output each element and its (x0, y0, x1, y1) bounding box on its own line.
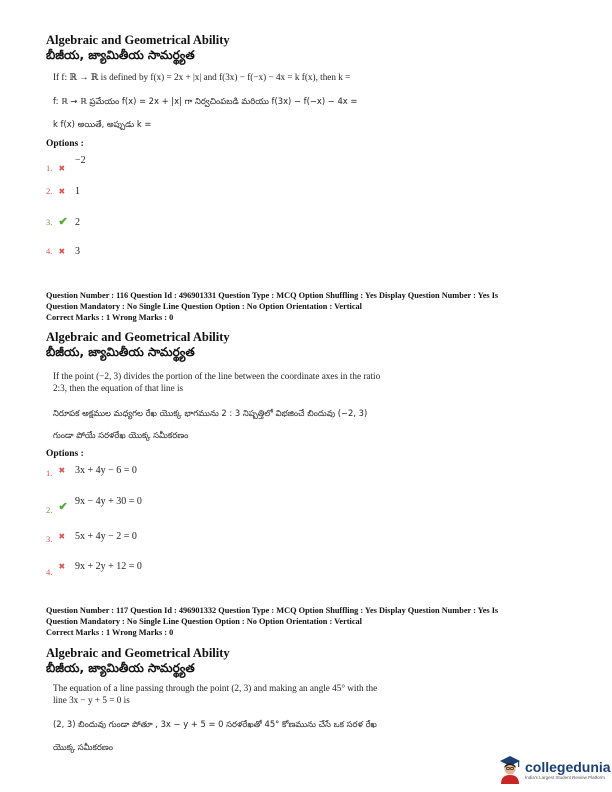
option-number: 1. (46, 163, 53, 173)
option-4[interactable] (46, 561, 142, 577)
option-4[interactable] (46, 246, 80, 257)
option-text: 1 (75, 186, 80, 197)
option-text: 9x − 4y + 30 = 0 (75, 496, 142, 507)
option-1[interactable] (46, 155, 86, 173)
collegedunia-logo (497, 754, 611, 784)
question-text: If f: ℝ → ℝ is defined by f(x) = 2x + |x| and f(3x) − f(−x) − 4x = k f(x), then k = (53, 72, 351, 82)
option-text: 3 (75, 246, 80, 257)
question-meta: Question Mandatory : No Single Line Question Option : No Option Orientation : Vertical (46, 302, 362, 311)
section-title-te: బీజీయ, జ్యామితీయ సామర్థ్యత (46, 345, 195, 359)
cross-icon: ✖ (58, 164, 66, 173)
option-text: 9x + 2y + 12 = 0 (75, 561, 142, 572)
section-title-te: బీజీయ, జ్యామితీయ సామర్థ్యత (46, 661, 195, 675)
question-marks: Correct Marks : 1 Wrong Marks : 0 (46, 313, 174, 322)
question-text-te: నిరూపక అక్షముల మధ్యగల రేఖ యొక్క భాగమును 2 : 3 నిష్పత్తిలో విభజించే బిందువు (−2, 3) (53, 408, 368, 418)
question-text: If the point (−2, 3) divides the portion of the line between the coordinate axes in the ratio (53, 371, 381, 381)
option-2[interactable] (46, 186, 80, 197)
options-label: Options : (46, 449, 84, 459)
option-number: 3. (46, 217, 53, 227)
option-3[interactable] (46, 531, 137, 542)
section-title-en: Algebraic and Geometrical Ability (46, 646, 230, 660)
option-1[interactable] (46, 465, 137, 476)
option-text: −2 (75, 155, 86, 166)
question-marks: Correct Marks : 1 Wrong Marks : 0 (46, 628, 174, 637)
question-text-te: గుండా పోయే సరళరేఖ యొక్క సమీకరణం (53, 430, 189, 440)
question-text: line 3x − y + 5 = 0 is (53, 695, 130, 705)
logo-name: collegedunia (525, 758, 611, 775)
cross-icon: ✖ (58, 466, 66, 475)
question-text: The equation of a line passing through the point (2, 3) and making an angle 45° with the (53, 683, 378, 693)
graduate-icon (497, 754, 523, 784)
option-text: 5x + 4y − 2 = 0 (75, 531, 137, 542)
cross-icon: ✖ (58, 532, 66, 541)
question-text-te: f: ℝ → ℝ ప్రమేయం f(x) = 2x + |x| గా నిర్వచింపబడి మరియు f(3x) − f(−x) − 4x = (53, 96, 358, 106)
question-text-te: (2, 3) బిందువు గుండా పోతూ , 3x − y + 5 = 0 సరళరేఖతో 45° కోణమును చేసే ఒక సరళ రేఖ (53, 719, 377, 729)
option-3[interactable] (46, 215, 80, 228)
question-meta: Question Mandatory : No Single Line Question Option : No Option Orientation : Vertical (46, 617, 362, 626)
check-icon: ✔ (58, 501, 68, 513)
cross-icon: ✖ (58, 187, 66, 196)
option-text: 2 (75, 217, 80, 228)
option-number: 1. (46, 468, 53, 478)
question-meta: Question Number : 116 Question Id : 496901331 Question Type : MCQ Option Shuffling : Yes Display Question Number : Yes Is (46, 291, 499, 300)
option-number: 2. (46, 186, 53, 196)
option-number: 4. (46, 567, 53, 577)
option-number: 2. (46, 505, 53, 515)
cross-icon: ✖ (58, 247, 66, 256)
cross-icon: ✖ (58, 562, 66, 571)
option-number: 3. (46, 534, 53, 544)
question-text-te: k f(x) అయితే, అప్పుడు k = (53, 119, 152, 129)
section-title-en: Algebraic and Geometrical Ability (46, 330, 230, 344)
option-text: 3x + 4y − 6 = 0 (75, 465, 137, 476)
logo-tagline: India's Largest Student Review Platform (525, 774, 605, 780)
question-text: 2:3, then the equation of that line is (53, 383, 184, 393)
options-label: Options : (46, 139, 84, 149)
question-text-te: యొక్క సమీకరణం (53, 742, 113, 752)
check-icon: ✔ (58, 216, 68, 228)
option-2[interactable] (46, 494, 142, 515)
question-meta: Question Number : 117 Question Id : 496901332 Question Type : MCQ Option Shuffling : Yes Display Question Number : Yes Is (46, 606, 499, 615)
section-title-en: Algebraic and Geometrical Ability (46, 33, 230, 47)
option-number: 4. (46, 246, 53, 256)
section-title-te: బీజీయ, జ్యామితీయ సామర్థ్యత (46, 48, 195, 62)
